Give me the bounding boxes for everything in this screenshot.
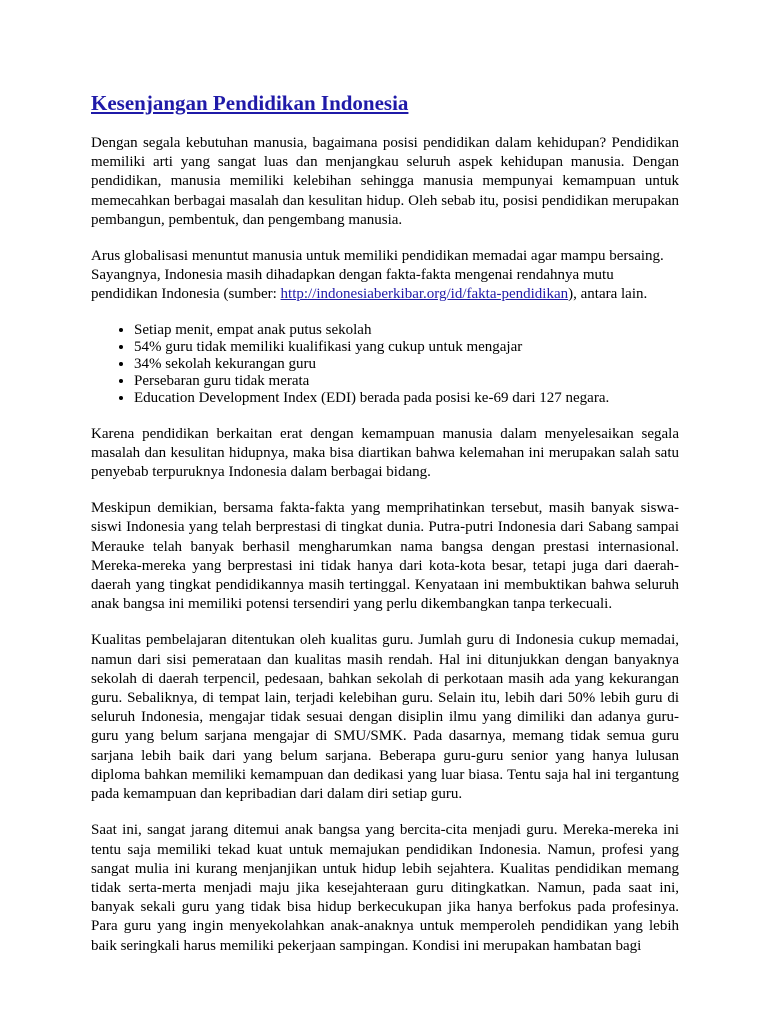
list-item: • 34% sekolah kekurangan guru	[134, 356, 679, 373]
facts-list	[91, 322, 679, 408]
paragraph-prestasi: Meskipun demikian, bersama fakta-fakta yang memprihatinkan tersebut, masih banyak siswa-siswi Indonesia yang telah berprestasi di tingkat dunia. Putra-putri Indonesia dari Sabang sampai Merauke telah banyak berhasil mengharumkan nama bangsa dengan prestasi internasional. Mereka-mereka yang berprestasi ini tidak hanya dari kota-kota besar, tetapi juga dari daerah-daerah yang tingkat pendidikannya masih tertinggal. Kenyataan ini membuktikan bahwa seluruh anak bangsa ini memiliki potensi tersendiri yang perlu dikembangkan tanpa terkecuali.	[91, 500, 679, 613]
list-item: • 54% guru tidak memiliki kualifikasi yang cukup untuk mengajar	[134, 339, 679, 356]
paragraph-globalisasi-tail: ), antara lain.	[568, 286, 648, 303]
list-item: • Setiap menit, empat anak putus sekolah	[134, 322, 679, 339]
paragraph-kesejahteraan-guru: Saat ini, sangat jarang ditemui anak bangsa yang bercita-cita menjadi guru. Mereka-mereka ini tentu saja memiliki tekad kuat untuk memajukan pendidikan Indonesia. Namun, profesi yang sangat mulia ini kurang menjanjikan untuk hidup lebih sejahtera. Kualitas pendidikan memang tidak serta-merta menjadi maju jika kesejahteraan guru ditingkatkan. Namun, pada saat ini, banyak sekali guru yang tidak bisa hidup berkecukupan jika hanya berfokus pada profesinya. Para guru yang ingin menyekolahkan anak-anaknya untuk memperoleh pendidikan yang lebih baik seringkali harus memiliki pekerjaan sampingan. Kondisi ini merupakan hambatan bagi	[91, 822, 679, 954]
paragraph-globalisasi	[91, 247, 679, 305]
list-item: • Education Development Index (EDI) berada pada posisi ke-69 dari 127 negara.	[134, 390, 679, 407]
document-page	[91, 89, 679, 973]
paragraph-kualitas-guru: Kualitas pembelajaran ditentukan oleh kualitas guru. Jumlah guru di Indonesia cukup memadai, namun dari sisi pemerataan dan kualitas masih rendah. Hal ini ditunjukkan dengan banyaknya sekolah di daerah terpencil, pedesaan, bahkan sekolah di perkotaan masih ada yang kekurangan guru. Sebaliknya, di tempat lain, terjadi kelebihan guru. Selain itu, lebih dari 50% lebih guru di seluruh Indonesia, mengajar tidak sesuai dengan disiplin ilmu yang dimiliki dan adanya guru-guru yang belum sarjana mengajar di SMU/SMK. Pada dasarnya, memang tidak semua guru sarjana lebih baik dari yang belum sarjana. Beberapa guru-guru senior yang hanya lulusan diploma bahkan memiliki kemampuan dan dedikasi yang luar biasa. Tentu saja hal ini tergantung pada kemampuan dan kepribadian dari dalam diri setiap guru.	[91, 632, 679, 803]
source-link[interactable]: http://indonesiaberkibar.org/id/fakta-pendidikan	[280, 286, 569, 303]
paragraph-intro: Dengan segala kebutuhan manusia, bagaimana posisi pendidikan dalam kehidupan? Pendidikan memiliki arti yang sangat luas dan menjangkau seluruh aspek kehidupan manusia. Dengan pendidikan, manusia memiliki kelebihan sehingga manusia mempunyai kemampuan untuk memecahkan berbagai masalah dan kesulitan hidup. Oleh sebab itu, posisi pendidikan merupakan pembangun, pembentuk, dan pengembang manusia.	[91, 135, 679, 228]
page-title: Kesenjangan Pendidikan Indonesia	[91, 91, 409, 115]
list-item: • Persebaran guru tidak merata	[134, 373, 679, 390]
paragraph-globalisasi-text: Arus globalisasi menuntut manusia untuk memiliki pendidikan memadai agar mampu bersaing. Sayangnya, Indonesia masih dihadapkan dengan fakta-fakta mengenai rendahnya mutu pendidikan Indonesia (sumber:	[91, 248, 664, 303]
paragraph-kelemahan: Karena pendidikan berkaitan erat dengan kemampuan manusia dalam menyelesaikan segala masalah dan kesulitan hidupnya, maka bisa diartikan bahwa kelemahan ini merupakan salah satu penyebab terpuruknya Indonesia dalam berbagai bidang.	[91, 425, 679, 481]
